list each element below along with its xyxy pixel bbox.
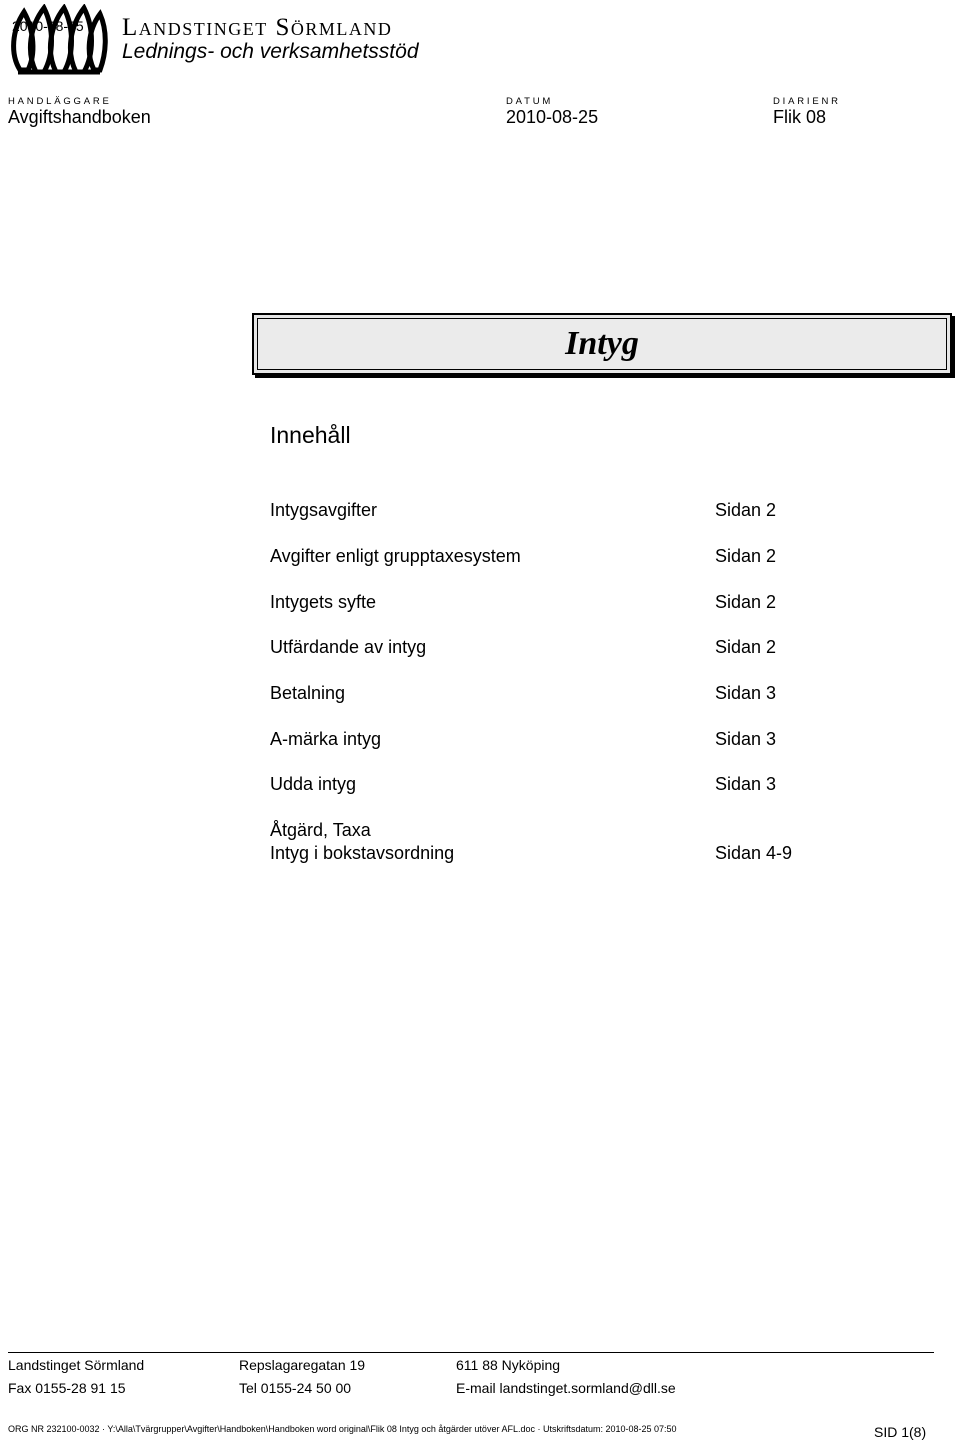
footer-divider (8, 1352, 934, 1353)
toc-item-label: Betalning (270, 683, 346, 703)
toc-item-page: Sidan 4-9 (715, 843, 793, 863)
landstinget-logo (8, 4, 108, 76)
datum-label: DATUM (506, 96, 554, 107)
handlaggare-value: Avgiftshandboken (8, 107, 151, 127)
logo-overlay-date: 2010-08-25 (12, 18, 84, 34)
toc-item-label: Intygsavgifter (270, 500, 378, 520)
toc-item-page: Sidan 2 (715, 546, 777, 566)
toc-item-page: Sidan 3 (715, 729, 777, 749)
toc-item-page: Sidan 2 (715, 592, 777, 612)
toc-item-page: Sidan 2 (715, 500, 777, 520)
toc-item-label: Åtgärd, Taxa (270, 820, 371, 840)
datum-value: 2010-08-25 (506, 107, 599, 127)
footer-fax: Fax 0155-28 91 15 (8, 1380, 126, 1396)
footer-city: 611 88 Nyköping (456, 1357, 561, 1373)
toc-item-page: Sidan 3 (715, 774, 777, 794)
handlaggare-label: HANDLÄGGARE (8, 96, 112, 107)
toc-item-page: Sidan 2 (715, 637, 777, 657)
footer-street: Repslagaregatan 19 (239, 1357, 366, 1373)
page-title: Intyg (565, 325, 639, 362)
org-name: Landstinget Sörmland (122, 14, 393, 41)
diarienr-label: DIARIENR (773, 96, 841, 107)
department-name: Lednings- och verksamhetsstöd (122, 40, 419, 63)
toc-item-label: Intyg i bokstavsordning (270, 843, 455, 863)
footer-tel: Tel 0155-24 50 00 (239, 1380, 352, 1396)
title-box (252, 313, 952, 375)
toc-item-label: A-märka intyg (270, 729, 382, 749)
toc-item-label: Udda intyg (270, 774, 357, 794)
page-number-label: SID 1 (874, 1424, 910, 1440)
toc-item-page: Sidan 3 (715, 683, 777, 703)
footer-email: E-mail landstinget.sormland@dll.se (456, 1380, 676, 1396)
flower-emblem-icon (8, 4, 108, 76)
toc-item-label: Utfärdande av intyg (270, 637, 427, 657)
toc-heading: Innehåll (270, 422, 351, 448)
toc-item-label: Avgifter enligt grupptaxesystem (270, 546, 521, 566)
footer-meta: ORG NR 232100-0032 · Y:\Alla\Tvärgrupper\Avgifter\Handboken\Handboken word original\Flik 08 Intyg och åtgärder utöver AFL.doc · Utskriftsdatum: 2010-08-25 07:50 (8, 1424, 677, 1434)
footer-org: Landstinget Sörmland (8, 1357, 145, 1373)
page-number (874, 1424, 926, 1440)
diarienr-value: Flik 08 (773, 107, 827, 127)
toc-item-label: Intygets syfte (270, 592, 377, 612)
page-number-total: (8) (909, 1424, 927, 1440)
